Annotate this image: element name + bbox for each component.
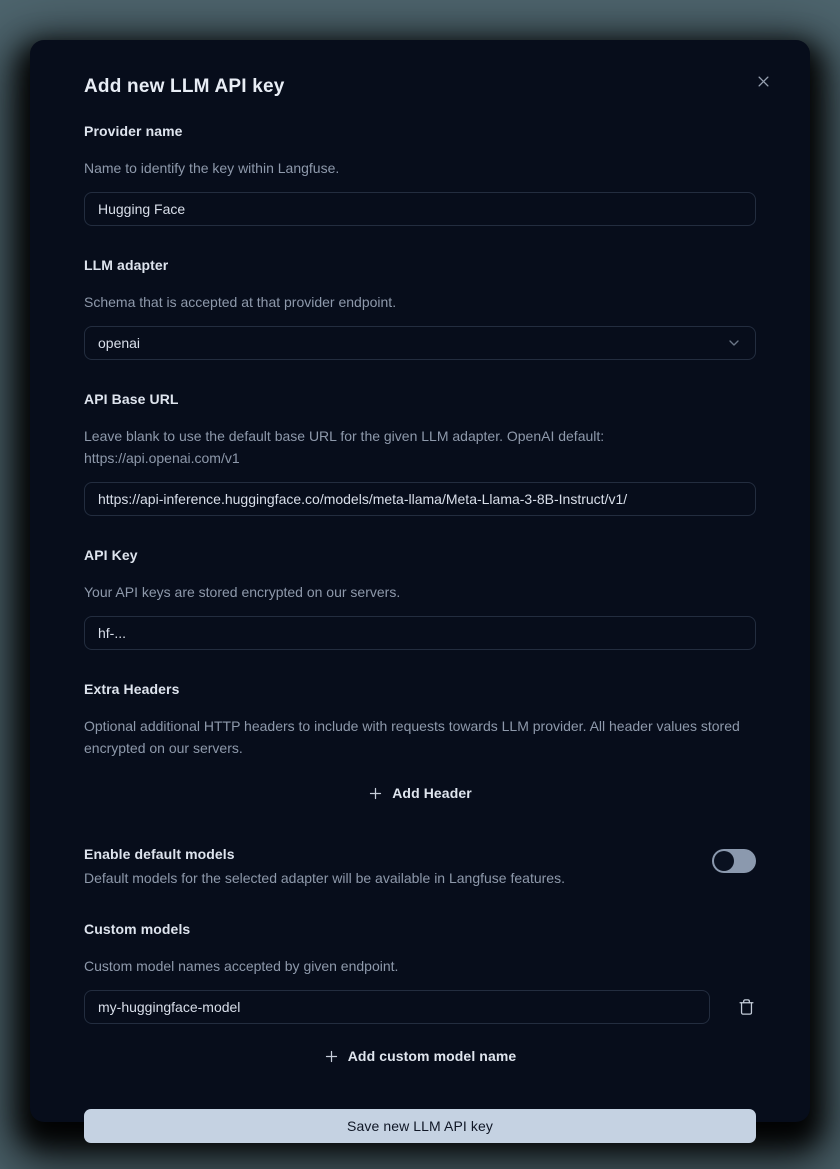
api-key-description: Your API keys are stored encrypted on our servers. xyxy=(84,584,401,600)
provider-name-label: Provider name xyxy=(84,123,183,139)
add-llm-api-key-dialog xyxy=(30,40,810,1134)
save-button[interactable]: Save new LLM API key xyxy=(84,1109,756,1143)
api-key-label: API Key xyxy=(84,547,138,563)
llm-adapter-select[interactable] xyxy=(84,326,756,360)
llm-adapter-field xyxy=(84,258,756,360)
enable-default-models-description: Default models for the selected adapter will be available in Langfuse features. xyxy=(84,870,565,886)
api-key-field xyxy=(84,548,756,650)
delete-custom-model-button[interactable] xyxy=(736,997,756,1017)
extra-headers-field xyxy=(84,682,756,813)
api-base-url-input[interactable] xyxy=(84,482,756,516)
plus-icon xyxy=(368,786,383,801)
api-key-input[interactable] xyxy=(84,616,756,650)
custom-model-input[interactable] xyxy=(84,990,710,1024)
custom-model-row xyxy=(84,990,756,1024)
add-custom-model-button[interactable] xyxy=(84,1036,756,1076)
toggle-knob xyxy=(714,851,734,871)
provider-name-input[interactable] xyxy=(84,192,756,226)
trash-icon xyxy=(738,998,755,1016)
provider-name-field xyxy=(84,124,756,226)
api-base-url-description: Leave blank to use the default base URL for the given LLM adapter. OpenAI default: https://api.openai.com/v1 xyxy=(84,428,605,466)
x-icon xyxy=(756,74,771,89)
custom-models-label: Custom models xyxy=(84,921,191,937)
llm-adapter-label: LLM adapter xyxy=(84,257,169,273)
custom-models-field xyxy=(84,922,756,1076)
llm-adapter-description: Schema that is accepted at that provider endpoint. xyxy=(84,294,397,310)
add-header-label: Add Header xyxy=(392,785,472,801)
api-base-url-label: API Base URL xyxy=(84,391,179,407)
custom-models-description: Custom model names accepted by given endpoint. xyxy=(84,958,399,974)
enable-default-models-toggle[interactable] xyxy=(712,849,756,873)
provider-name-description: Name to identify the key within Langfuse. xyxy=(84,160,340,176)
extra-headers-label: Extra Headers xyxy=(84,681,180,697)
chevron-down-icon xyxy=(726,335,742,351)
close-button[interactable] xyxy=(752,70,774,92)
add-header-button[interactable] xyxy=(84,773,756,813)
dialog-title: Add new LLM API key xyxy=(84,76,285,97)
llm-adapter-selected-value: openai xyxy=(98,335,141,351)
enable-default-models-label: Enable default models xyxy=(84,846,235,862)
add-custom-model-label: Add custom model name xyxy=(347,1048,517,1064)
plus-icon xyxy=(324,1049,339,1064)
extra-headers-description: Optional additional HTTP headers to include with requests towards LLM provider. All header values stored encrypted on our servers. xyxy=(84,718,740,756)
enable-default-models-field xyxy=(84,847,756,886)
api-base-url-field xyxy=(84,392,756,516)
